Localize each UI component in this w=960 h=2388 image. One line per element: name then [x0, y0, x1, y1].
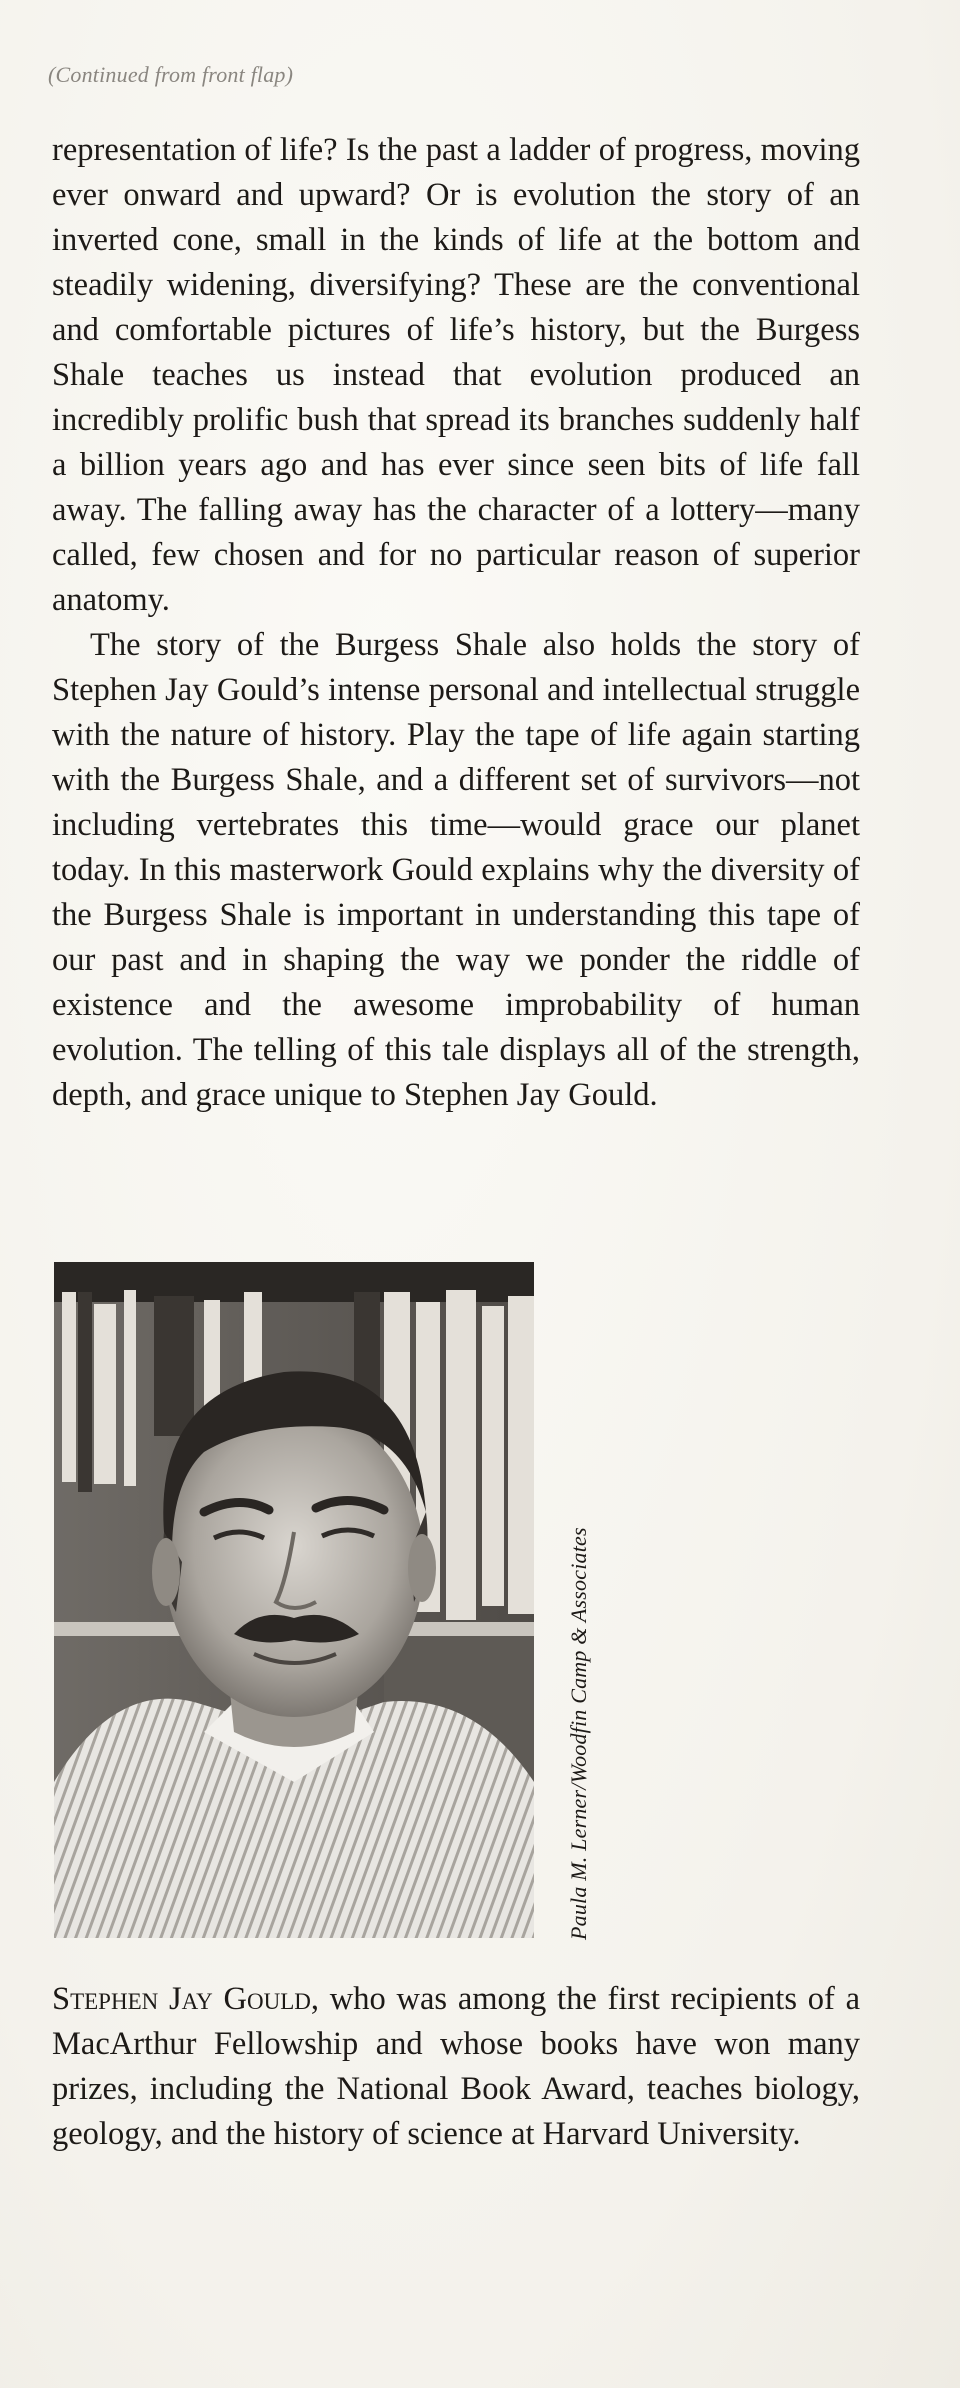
continued-note: (Continued from front flap) — [48, 62, 294, 87]
flap-body-text — [52, 128, 860, 1118]
author-portrait-image — [54, 1262, 534, 1938]
author-name: Stephen Jay Gould — [52, 1981, 311, 2017]
author-bio — [52, 1977, 860, 2157]
body-paragraph-2: The story of the Burgess Shale also holds the story of Stephen Jay Gould’s intense personal and intellectual struggle with the nature of history. Play the tape of life again starting with the Burgess Shale, and a different set of survivors—not including vertebrates this time—would grace our planet today. In this masterwork Gould explains why the diversity of the Burgess Shale is important in understanding this tape of our past and in shaping the way we ponder the riddle of existence and the awesome improbability of human evolution. The telling of this tale displays all of the strength, depth, and grace unique to Stephen Jay Gould. — [52, 627, 860, 1113]
body-paragraph-1: representation of life? Is the past a ladder of progress, moving ever onward and upward? Or is evolution the story of an inverted cone, small in the kinds of life at the bottom and steadily widening, diversifying? These are the conventional and comfortable pictures of life’s history, but the Burgess Shale teaches us instead that evolution produced an incredibly prolific bush that spread its branches suddenly half a billion years ago and has ever since seen bits of life fall away. The falling away has the character of a lottery—many called, few chosen and for no particular reason of superior anatomy. — [52, 132, 860, 618]
photo-credit: Paula M. Lerner/Woodfin Camp & Associates — [566, 1527, 591, 1940]
author-bio-text: , who was among the first recipients of a MacArthur Fellowship and whose books have won many prizes, including the National Book Award, teaches biology, geology, and the history of science at Harvard University. — [52, 1981, 860, 2152]
author-photo — [54, 1262, 534, 1938]
